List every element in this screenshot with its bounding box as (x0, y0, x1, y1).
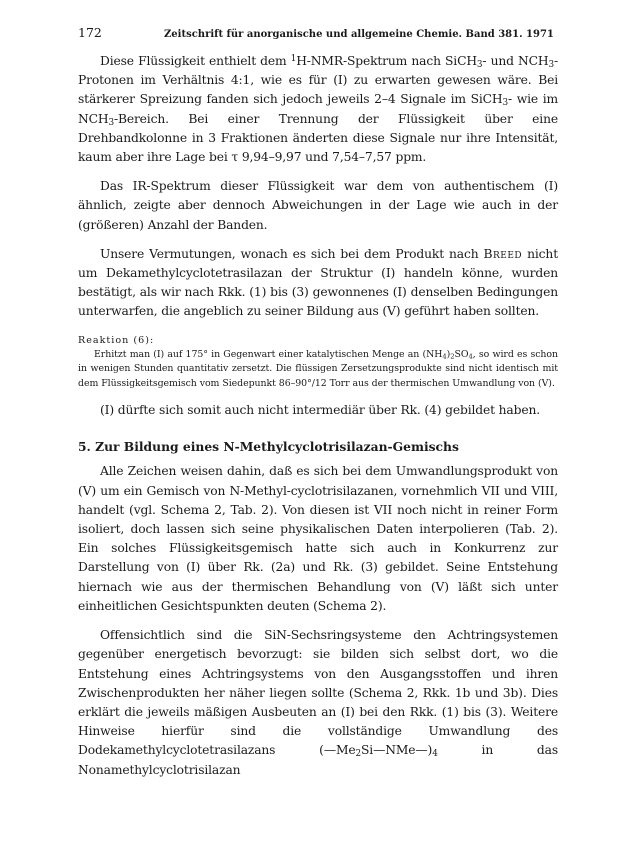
reaction-text: Erhitzt man (I) auf 175° in Gegenwart einer katalytischen Menge an $(NH_4)_2SO_4$, so wird es schon in wenigen Stunden quantitativ zersetzt. Die flüssigen Zersetzungsprodukte sind nicht identisch mit dem Flüssigkeitsgemisch vom Siedepunkt 86–90°/12 Torr aus der thermischen Umwandlung von (V). (78, 349, 558, 389)
paragraph-intermediar: (I) dürfte sich somit auch nicht intermediär über Rk. (4) gebildet haben. (100, 403, 540, 418)
paragraph-nmr: Diese Flüssigkeit enthielt dem $^1$H-NMR-Spektrum nach SiCH$_3$- und $NCH_3$-Protonen im Verhältnis 4:1, wie es für (I) zu erwarten gewesen wäre. Bei stärkerer Spreizung fanden sich jedoch jeweils 2–4 Signale im SiCH$_3$- wie im $NCH_3$-Bereich. Bei einer Trennung der Flüssigkeit über eine Drehbandkolonne in 3 Fraktionen änderten diese Signale nur ihre Intensität, kaum aber ihre Lage bei τ 9,94–9,97 und 7,54–7,57 ppm. (78, 54, 558, 165)
running-header (78, 26, 558, 42)
paragraph-zeichen: Alle Zeichen weisen dahin, daß es sich bei dem Umwandlungsprodukt von (V) um ein Gemisch von N-Methyl-cyclotrisilazanen, vornehmlich VII und VIII, handelt (vgl. Schema 2, Tab. 2). Von diesen ist VII noch nicht in reiner Form isoliert, doch lassen sich seine physikalischen Daten interpolieren (Tab. 2). Ein solches Flüssigkeitsgemisch hatte sich auch in Konkurrenz zur Darstellung von (I) über Rk. (2a) und Rk. (3) gebildet. Seine Entstehung hiernach wie aus der thermischen Behandlung von (V) läßt sich unter einheitlichen Gesichtspunkten deuten (Schema 2). (78, 464, 558, 613)
reaction-block (78, 334, 558, 392)
author-name: Breed (483, 246, 523, 261)
paragraph-ir: Das IR-Spektrum dieser Flüssigkeit war dem von authentischem (I) ähnlich, zeigte aber dennoch Abweichungen in der Lage wie auch in der (größeren) Anzahl der Banden. (78, 179, 558, 232)
paragraph-sechsring: Offensichtlich sind die SiN-Sechsringsysteme den Achtringsystemen gegenüber energetisch bevorzugt: sie bilden sich selbst dort, wo die Entstehung eines Achtringsystems von den Ausgangsstoffen und ihren Zwischenprodukten her näher liegen sollte (Schema 2, Rkk. 1b und 3b). Dies erklärt die jeweils mäßigen Ausbeuten an (I) bei den Rkk. (1) bis (3). Weitere Hinweise hierfür sind die vollständige Umwandlung des Dodekamethylcyclotetrasilazans $(—Me_2Si—NMe—)_4$ in das Nonamethylcyclotrisilazan (78, 628, 558, 777)
paragraph-vermutungen: Unsere Vermutungen, wonach es sich bei dem Produkt nach Breed nicht um Dekamethylcyclotetrasilazan der Struktur (I) handeln könne, wurden bestätigt, als wir nach Rkk. (1) bis (3) gewonnenes (I) denselben Bedingungen unterwarfen, die angeblich zu seiner Bildung aus (V) geführt haben sollten. (78, 246, 558, 319)
section-heading: 5. Zur Bildung eines N-Methylcyclotrisilazan-Gemischs (78, 439, 459, 455)
reaction-heading: Reaktion (6): (78, 334, 155, 346)
journal-title: Zeitschrift für anorganische und allgemeine Chemie. Band 381. 1971 (164, 29, 554, 40)
page-number: 172 (78, 25, 102, 40)
